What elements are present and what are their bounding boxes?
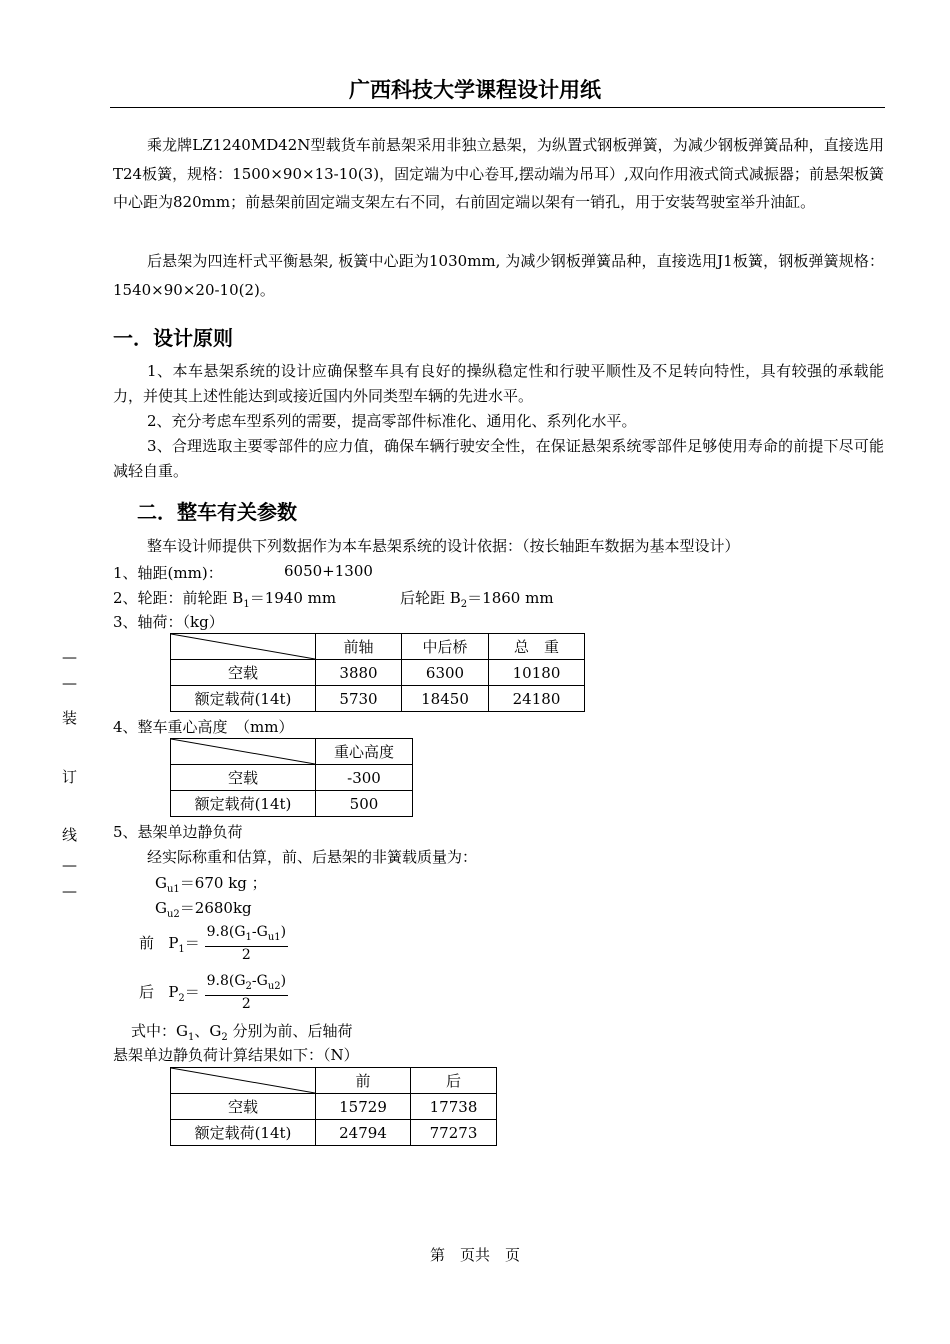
table-row [171, 660, 585, 686]
parameters-intro: 整车设计师提供下列数据作为本车悬架系统的设计依据：（按长轴距车数据为基本型设计） [147, 537, 740, 555]
table-cell: -300 [316, 765, 413, 791]
table-cell: 10180 [489, 660, 585, 686]
row-label: 额定载荷(14t) [171, 686, 316, 712]
row-label: 额定载荷(14t) [171, 791, 316, 817]
axle-load-table [170, 633, 585, 712]
section-heading-principles: 一．设计原则 [113, 326, 233, 350]
formula-legend: 式中：$G_1$、$G_2$ 分别为前、后轴荷 [131, 1022, 353, 1043]
table-cell: 15729 [316, 1094, 411, 1120]
static-load-table [170, 1067, 497, 1146]
table-cell: 5730 [316, 686, 402, 712]
row-label: 空载 [171, 1094, 316, 1120]
intro-paragraph-2: 后悬架为四连杆式平衡悬架, 板簧中心距为1030mm, 为减少钢板弹簧品种，直接选用J1板簧，钢板弹簧规格：1540×90×20-10(2)。 [113, 252, 884, 299]
principle-item-1: 1、本车悬架系统的设计应确保整车具有良好的操纵稳定性和行驶平顺性及不足转向特性，具有较强的承载能力，并使其上述性能达到或接近国内外同类型车辆的先进水平。 [113, 362, 884, 405]
table-row [171, 765, 413, 791]
table-cell: 6300 [402, 660, 489, 686]
row-label: 空载 [171, 660, 316, 686]
page-title: 广西科技大学课程设计用纸 [349, 78, 601, 102]
gu2-formula: $G_{u2}=2680kg$ [155, 899, 252, 920]
result-label: 悬架单边静负荷计算结果如下：（N） [113, 1046, 359, 1064]
track-rear: 后轮距 $B_2=1860$ mm [400, 589, 554, 610]
table-corner-cell [171, 634, 316, 660]
wheelbase-label: 1、轴距(mm)： [113, 564, 223, 582]
gu1-formula: $G_{u1}=670$ kg ； [155, 874, 267, 895]
binding-mark: — [62, 882, 77, 900]
p2-formula: 后 $P_2=$ $\frac{9.8(G_2-G_{u2})}{2}$ [139, 973, 287, 1012]
table-cell: 17738 [411, 1094, 497, 1120]
binding-mark: 订 [62, 768, 78, 786]
table-cell: 500 [316, 791, 413, 817]
axle-load-label: 3、轴荷：（kg） [113, 613, 224, 631]
table-header-cell: 中后桥 [402, 634, 489, 660]
table-cell: 3880 [316, 660, 402, 686]
track-front: 2、轮距：前轮距 $B_1=1940$ mm [113, 589, 337, 610]
table-header-cell: 前 [316, 1068, 411, 1094]
intro-paragraph-1: 乘龙牌LZ1240MD42N型载货车前悬架采用非独立悬架，为纵置式钢板弹簧，为减少钢板弹簧品种，直接选用T24板簧，规格：1500×90×13-10(3)，固定端为中心卷耳,摆动端为吊耳）,双向作用液式筒式减振器；前悬架板簧中心距为820mm；前悬架前固定端支架左右不同，右前固定端以架有一销孔，用于安装驾驶室举升油缸。 [113, 136, 884, 211]
table-cell: 18450 [402, 686, 489, 712]
table-cell: 77273 [411, 1120, 497, 1146]
table-cell: 24794 [316, 1120, 411, 1146]
table-row [171, 686, 585, 712]
table-header-cell: 重心高度 [316, 739, 413, 765]
principle-item-3: 3、合理选取主要零部件的应力值，确保车辆行驶安全性，在保证悬架系统零部件足够使用寿命的前提下尽可能减轻自重。 [113, 437, 884, 480]
table-header-cell: 后 [411, 1068, 497, 1094]
binding-mark: — [62, 856, 77, 874]
wheelbase-value: 6050+1300 [284, 562, 373, 580]
table-corner-cell [171, 739, 316, 765]
section-heading-parameters: 二．整车有关参数 [137, 500, 297, 524]
row-label: 额定载荷(14t) [171, 1120, 316, 1146]
table-cell: 24180 [489, 686, 585, 712]
binding-mark: 装 [62, 709, 78, 727]
cg-height-label: 4、整车重心高度 （mm） [113, 718, 294, 736]
table-corner-cell [171, 1068, 316, 1094]
cg-height-table [170, 738, 413, 817]
unsprung-mass-intro: 经实际称重和估算，前、后悬架的非簧载质量为： [147, 848, 478, 866]
header-rule [110, 107, 885, 108]
table-header-cell: 前轴 [316, 634, 402, 660]
static-load-label: 5、悬架单边静负荷 [113, 823, 243, 841]
principle-item-2: 2、充分考虑车型系列的需要，提高零部件标准化、通用化、系列化水平。 [147, 412, 637, 430]
binding-mark: — [62, 674, 77, 692]
page-footer: 第 页共 页 [429, 1246, 520, 1264]
table-row [171, 1120, 497, 1146]
row-label: 空载 [171, 765, 316, 791]
table-row [171, 1094, 497, 1120]
binding-mark: 线 [62, 826, 78, 844]
table-header-cell: 总 重 [489, 634, 585, 660]
p1-formula: 前 $P_1=$ $\frac{9.8(G_1-G_{u1})}{2}$ [139, 924, 287, 963]
table-row [171, 791, 413, 817]
binding-mark: — [62, 648, 77, 666]
